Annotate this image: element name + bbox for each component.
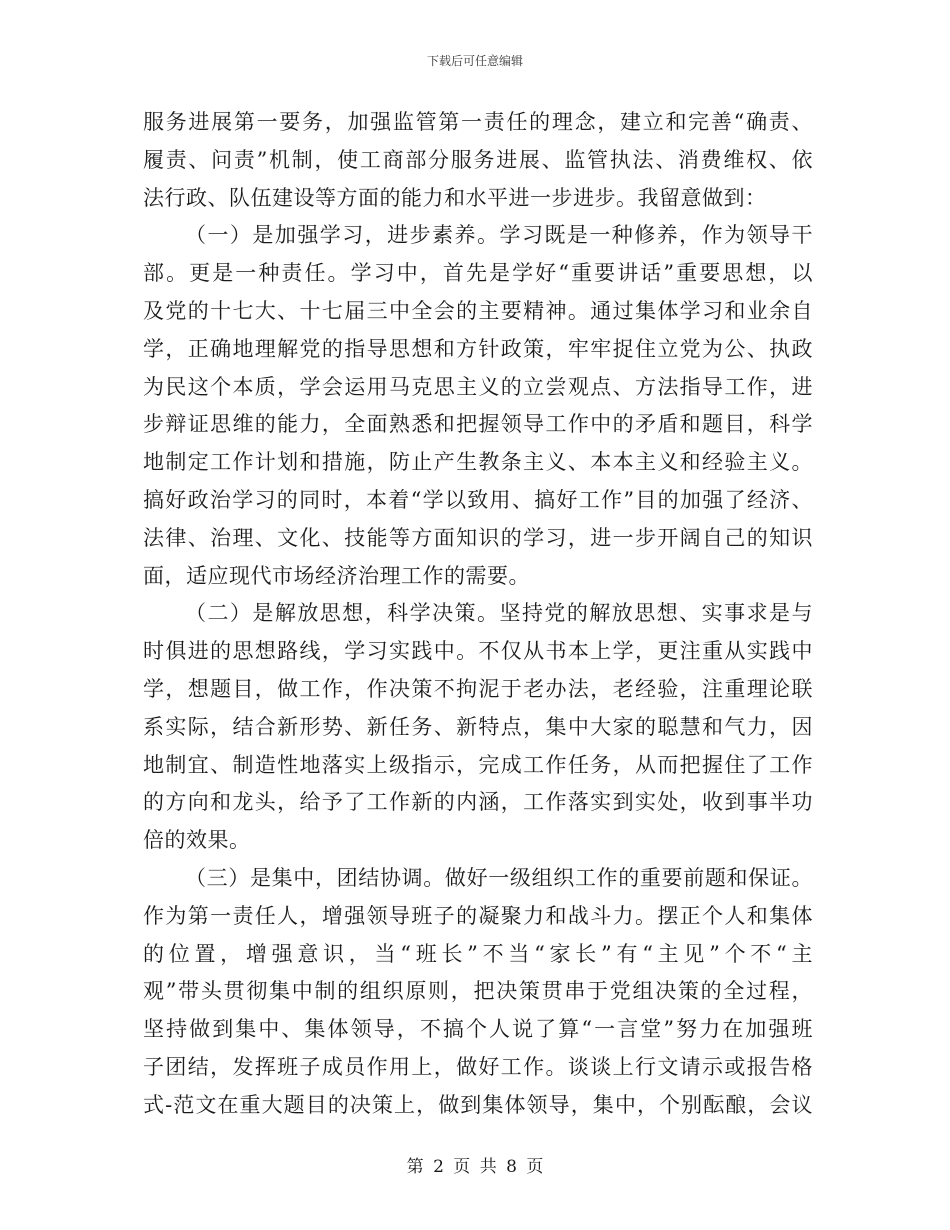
body-line: 学，想题目，做工作，作决策不拘泥于老办法，老经验，注重理论联 <box>143 676 813 701</box>
body-line: 面，适应现代市场经济治理工作的需要。 <box>143 563 530 588</box>
body-line: 时俱进的思想路线，学习实践中。不仅从书本上学，更注重从实践中 <box>143 639 813 664</box>
body-line: 法律、治理、文化、技能等方面知识的学习，进一步开阔自己的知识 <box>143 525 813 550</box>
body-line: 部。更是一种责任。学习中，首先是学好“重要讲话”重要思想，以 <box>143 261 813 286</box>
body-line: 服务进展第一要务，加强监管第一责任的理念，建立和完善“确责、 <box>143 110 813 134</box>
body-line: 地制宜、制造性地落实上级指示，完成工作任务，从而把握住了工作 <box>143 752 813 777</box>
body-line: 子团结，发挥班子成员作用上，做好工作。谈谈上行文请示或报告格 <box>143 1054 813 1079</box>
body-line: 法行政、队伍建设等方面的能力和水平进一步进步。我留意做到： <box>143 185 767 210</box>
paragraph-start-line: （一）是加强学习，进步素养。学习既是一种修养，作为领导干 <box>185 223 813 248</box>
body-line: 地制定工作计划和措施，防止产生教条主义、本本主义和经验主义。 <box>143 450 813 475</box>
page-footer: 第 2 页 共 8 页 <box>406 1157 544 1177</box>
body-line: 的方向和龙头，给予了工作新的内涵，工作落实到实处，收到事半功 <box>143 790 813 815</box>
body-line: 观”带头贯彻集中制的组织原则，把决策贯串于党组决策的全过程， <box>143 979 813 1004</box>
body-line: 履责、问责”机制，使工商部分服务进展、监管执法、消费维权、依 <box>143 147 813 172</box>
body-line: 搞好政治学习的同时，本着“学以致用、搞好工作”目的加强了经济、 <box>143 487 813 512</box>
body-line: 系实际，结合新形势、新任务、新特点，集中大家的聪慧和气力，因 <box>143 714 813 739</box>
paragraph-start-line: （三）是集中，团结协调。做好一级组织工作的重要前题和保证。 <box>185 865 813 890</box>
body-line: 学，正确地理解党的指导思想和方针政策，牢牢捉住立党为公、执政 <box>143 336 813 361</box>
document-body <box>143 104 813 1125</box>
body-line: 为民这个本质，学会运用马克思主义的立尝观点、方法指导工作，进 <box>143 374 813 399</box>
body-line: 作为第一责任人，增强领导班子的凝聚力和战斗力。摆正个人和集体 <box>143 903 813 928</box>
body-line: 及党的十七大、十七届三中全会的主要精神。通过集体学习和业余自 <box>143 298 813 323</box>
paragraph-start-line: （二）是解放思想，科学决策。坚持党的解放思想、实事求是与 <box>185 601 813 626</box>
page-header: 下载后可任意编辑 <box>426 54 523 68</box>
body-line: 的位置，增强意识，当“班长”不当“家长”有“主见”个不“主 <box>143 941 813 966</box>
body-line: 式-范文在重大题目的决策上，做到集体领导，集中，个别酝酿，会议 <box>143 1092 813 1117</box>
body-line: 倍的效果。 <box>143 828 251 853</box>
body-line: 步辩证思维的能力，全面熟悉和把握领导工作中的矛盾和题目，科学 <box>143 412 813 437</box>
body-line: 坚持做到集中、集体领导，不搞个人说了算“一言堂”努力在加强班 <box>143 1017 813 1042</box>
